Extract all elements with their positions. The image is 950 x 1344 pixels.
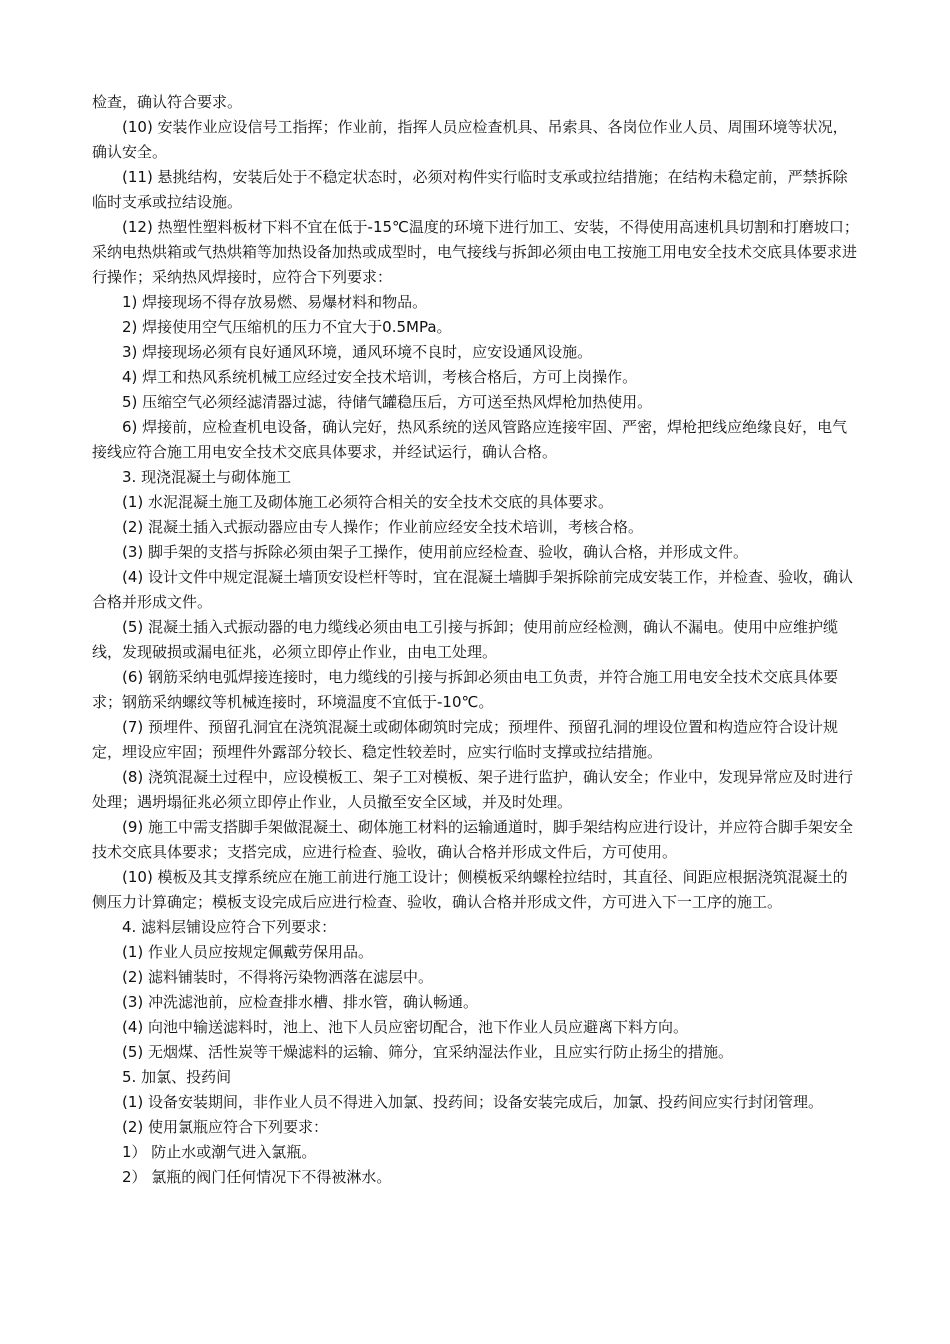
- paragraph: 1） 防止水或潮气进入氯瓶。: [122, 1143, 317, 1161]
- paragraph: (7) 预埋件、预留孔洞宜在浇筑混凝土或砌体砌筑时完成；预埋件、预留孔洞的埋设位置和构造应符合设计规定，埋设应牢固；预埋件外露部分较长、稳定性较差时，应实行临时支撑或拉结措施。: [92, 718, 839, 761]
- paragraph: (8) 浇筑混凝土过程中，应设模板工、架子工对模板、架子进行监护，确认安全；作业中，发现异常应及时进行处理；遇坍塌征兆必须立即停止作业，人员撤至安全区域，并及时处理。: [92, 768, 854, 811]
- paragraph: (2) 混凝土插入式振动器应由专人操作；作业前应经安全技术培训，考核合格。: [122, 518, 644, 536]
- paragraph: (4) 设计文件中规定混凝土墙顶安设栏杆等时，宜在混凝土墙脚手架拆除前完成安装工作，并检查、验收，确认合格并形成文件。: [92, 568, 854, 611]
- paragraph: (5) 混凝土插入式振动器的电力缆线必须由电工引接与拆卸；使用前应经检测，确认不漏电。使用中应维护缆线，发现破损或漏电征兆，必须立即停止作业，由电工处理。: [92, 618, 839, 661]
- paragraph: (6) 钢筋采纳电弧焊接连接时，电力缆线的引接与拆卸必须由电工负责，并符合施工用电安全技术交底具体要求；钢筋采纳螺纹等机械连接时，环境温度不宜低于-10℃。: [92, 668, 839, 711]
- paragraph: 2） 氯瓶的阀门任何情况下不得被淋水。: [122, 1168, 392, 1186]
- paragraph: 1) 焊接现场不得存放易燃、易爆材料和物品。: [122, 293, 428, 311]
- paragraph: 4. 滤料层铺设应符合下列要求：: [122, 918, 337, 936]
- paragraph: (2) 滤料铺装时，不得将污染物洒落在滤层中。: [122, 968, 434, 986]
- paragraph: (12) 热塑性塑料板材下料不宜在低于-15℃温度的环境下进行加工、安装，不得使用高速机具切割和打磨坡口；采纳电热烘箱或气热烘箱等加热设备加热或成型时，电气接线与拆卸必须由电工按施工用电安全技术交底具体要求进行操作；采纳热风焊接时，应符合下列要求：: [92, 218, 859, 286]
- paragraph: (4) 向池中输送滤料时，池上、池下人员应密切配合，池下作业人员应避离下料方向。: [122, 1018, 689, 1036]
- paragraph: 4) 焊工和热风系统机械工应经过安全技术培训，考核合格后，方可上岗操作。: [122, 368, 638, 386]
- paragraph: 3. 现浇混凝土与砌体施工: [122, 468, 292, 486]
- paragraph: (1) 水泥混凝土施工及砌体施工必须符合相关的安全技术交底的具体要求。: [122, 493, 614, 511]
- paragraph: (5) 无烟煤、活性炭等干燥滤料的运输、筛分，宜采纳湿法作业，且应实行防止扬尘的措施。: [122, 1043, 734, 1061]
- paragraph: (1) 作业人员应按规定佩戴劳保用品。: [122, 943, 374, 961]
- paragraph: (10) 安装作业应设信号工指挥；作业前，指挥人员应检查机具、吊索具、各岗位作业人员、周围环境等状况，确认安全。: [92, 118, 848, 161]
- paragraph: (10) 模板及其支撑系统应在施工前进行施工设计；侧模板采纳螺栓拉结时，其直径、间距应根据浇筑混凝土的侧压力计算确定；模板支设完成后应进行检查、验收，确认合格并形成文件，方可进入下一工序的施工。: [92, 868, 848, 911]
- paragraph: 检查，确认符合要求。: [92, 93, 243, 111]
- paragraph: (3) 冲洗滤池前，应检查排水槽、排水管，确认畅通。: [122, 993, 479, 1011]
- paragraph: 5. 加氯、投药间: [122, 1068, 232, 1086]
- paragraph: 2) 焊接使用空气压缩机的压力不宜大于0.5MPa。: [122, 318, 452, 336]
- paragraph: 3) 焊接现场必须有良好通风环境，通风环境不良时，应安设通风设施。: [122, 343, 593, 361]
- paragraph: (11) 悬挑结构，安装后处于不稳定状态时，必须对构件实行临时支承或拉结措施；在结构未稳定前，严禁拆除临时支承或拉结设施。: [92, 168, 848, 211]
- paragraph: (2) 使用氯瓶应符合下列要求：: [122, 1118, 329, 1136]
- paragraph: (1) 设备安装期间，非作业人员不得进入加氯、投药间；设备安装完成后，加氯、投药间应实行封闭管理。: [122, 1093, 824, 1111]
- paragraph: 6) 焊接前，应检查机电设备，确认完好，热风系统的送风管路应连接牢固、严密，焊枪把线应绝缘良好，电气接线应符合施工用电安全技术交底具体要求，并经试运行，确认合格。: [92, 418, 848, 461]
- document-page: [92, 90, 862, 1190]
- paragraph: (3) 脚手架的支搭与拆除必须由架子工操作，使用前应经检查、验收，确认合格，并形成文件。: [122, 543, 749, 561]
- paragraph: 5) 压缩空气必须经滤清器过滤，待储气罐稳压后，方可送至热风焊枪加热使用。: [122, 393, 653, 411]
- paragraph: (9) 施工中需支搭脚手架做混凝土、砌体施工材料的运输通道时，脚手架结构应进行设计，并应符合脚手架安全技术交底具体要求；支搭完成，应进行检查、验收，确认合格并形成文件后，方可使用。: [92, 818, 854, 861]
